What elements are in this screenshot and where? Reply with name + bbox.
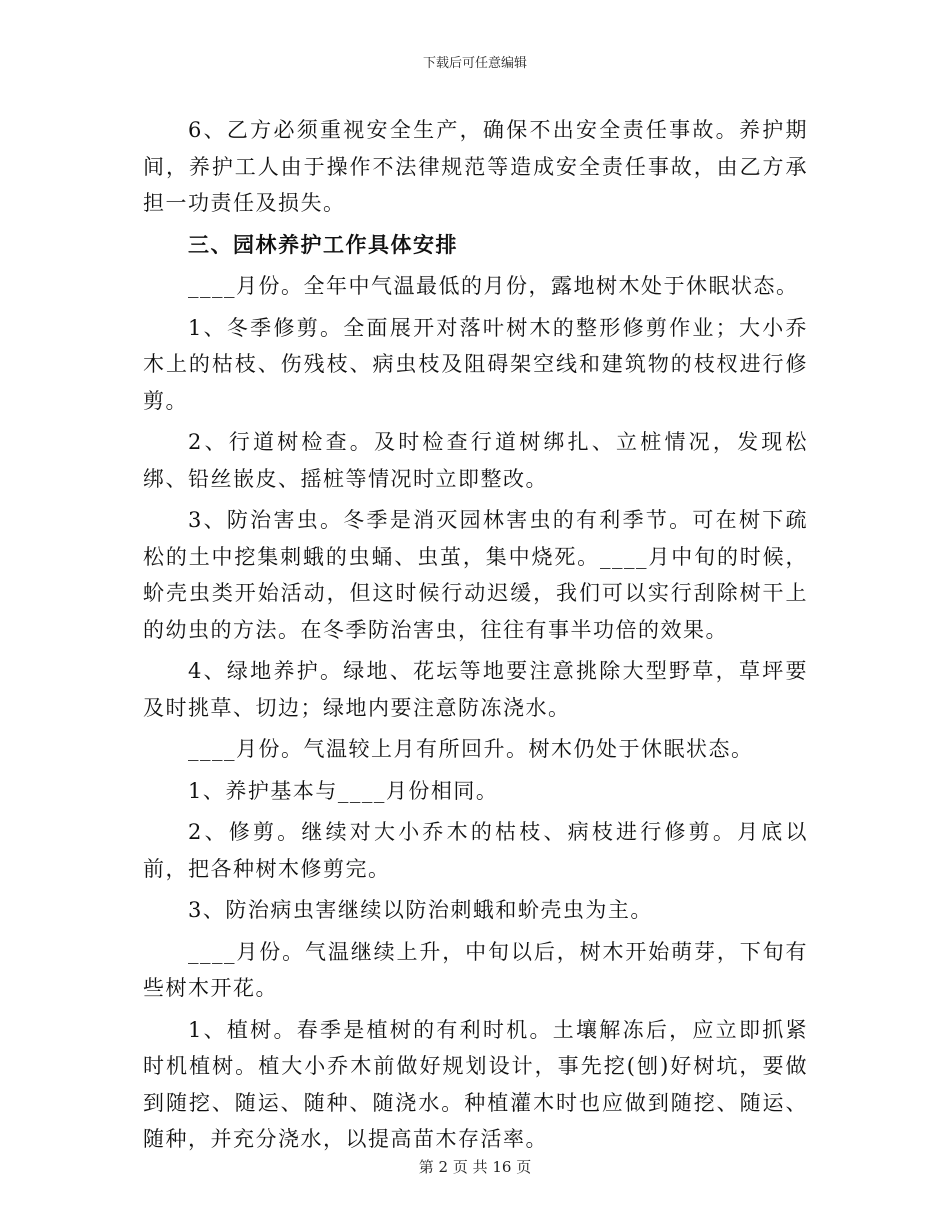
paragraph-street-tree-check: 2、行道树检查。及时检查行道树绑扎、立桩情况，发现松绑、铅丝嵌皮、摇桩等情况时立即整改。 — [143, 430, 808, 491]
document-body — [143, 112, 808, 1163]
paragraph-pruning-continue: 2、修剪。继续对大小乔木的枯枝、病枝进行修剪。月底以前，把各种树木修剪完。 — [143, 820, 808, 881]
paragraph-month-two-intro: ____月份。气温较上月有所回升。树木仍处于休眠状态。 — [188, 737, 754, 761]
paragraph-greenland-care: 4、绿地养护。绿地、花坛等地要注意挑除大型野草，草坪要及时挑草、切边；绿地内要注意防冻浇水。 — [143, 659, 808, 720]
paragraph-same-maintenance: 1、养护基本与____月份相同。 — [188, 778, 499, 803]
paragraph-pest-control: 3、防治害虫。冬季是消灭园林害虫的有利季节。可在树下疏松的土中挖集刺蛾的虫蛹、虫茧，集中烧死。____月中旬的时候，蚧壳虫类开始活动，但这时候行动迟缓，我们可以实行刮除树干上的幼虫的方法。在冬季防治害虫，往往有事半功倍的效果。 — [143, 508, 808, 642]
paragraph-pest-continue: 3、防治病虫害继续以防治刺蛾和蚧壳虫为主。 — [188, 898, 653, 922]
paragraph-month-three-intro: ____月份。气温继续上升，中旬以后，树木开始萌芽，下旬有些树木开花。 — [143, 939, 808, 1000]
page-header: 下载后可任意编辑 — [422, 56, 527, 71]
section-heading-maintenance-schedule: 三、园林养护工作具体安排 — [188, 231, 458, 257]
paragraph-winter-pruning: 1、冬季修剪。全面展开对落叶树木的整形修剪作业；大小乔木上的枯枝、伤残枝、病虫枝及阻碍架空线和建筑物的枝杈进行修剪。 — [143, 315, 808, 413]
page-number: 第 2 页 共 16 页 — [418, 1158, 532, 1176]
paragraph-month-one-intro: ____月份。全年中气温最低的月份，露地树木处于休眠状态。 — [188, 274, 799, 298]
paragraph-tree-planting: 1、植树。春季是植树的有利时机。土壤解冻后，应立即抓紧时机植树。植大小乔木前做好规划设计，事先挖(刨)好树坑，要做到随挖、随运、随种、随浇水。种植灌木时也应做到随挖、随运、随种，并充分浇水，以提高苗木存活率。 — [143, 1017, 808, 1151]
paragraph-safety-responsibility: 6、乙方必须重视安全生产，确保不出安全责任事故。养护期间，养护工人由于操作不法律规范等造成安全责任事故，由乙方承担一功责任及损失。 — [143, 118, 808, 215]
